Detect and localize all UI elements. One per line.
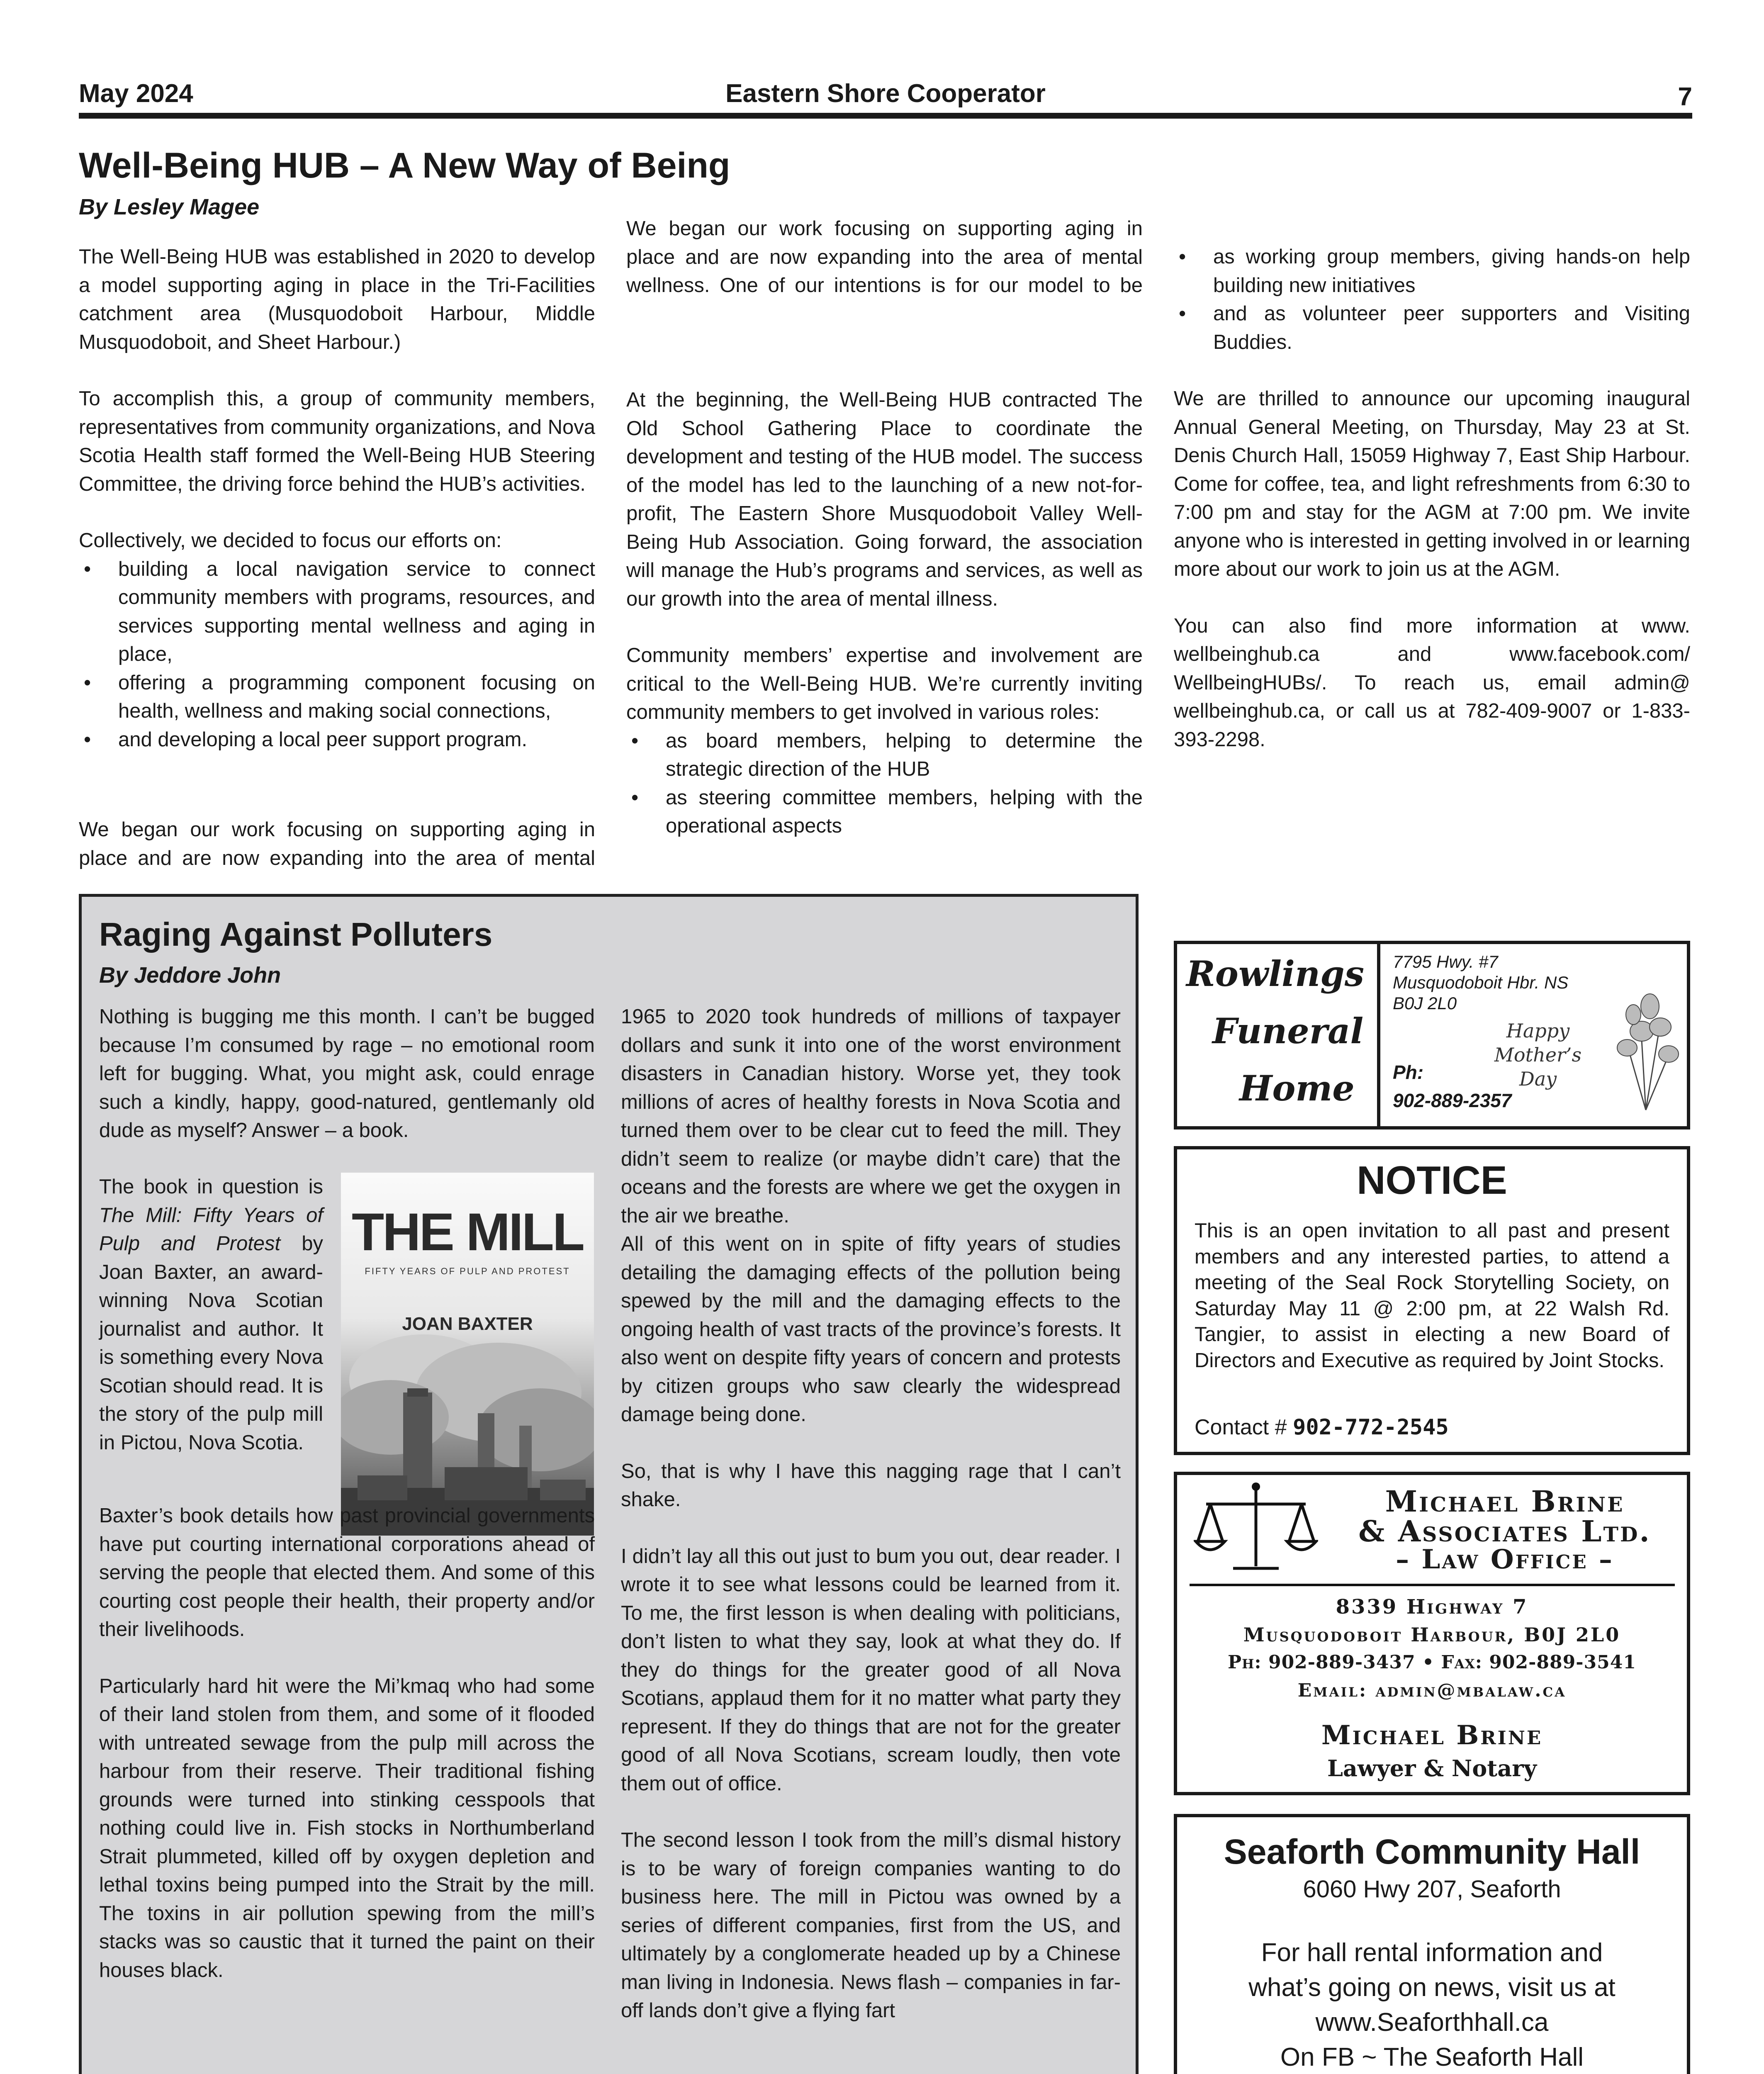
flower-bouquet-icon [1608, 981, 1683, 1114]
paragraph: All of this went on in spite of fifty years of studies detailing the damaging effects of the pollution being spewed by the mill and the damaging effects to the ongoing health of vast tracts of the province’s forests. It also went on despite fifty years of concern and protests by citizen groups who saw clearly the widespread damage being done. [621, 1233, 1121, 1426]
paragraph [621, 1003, 1121, 1230]
hall-facebook: On FB ~ The Seaforth Hall [1280, 2043, 1584, 2072]
funeral-home-address [1393, 952, 1568, 1014]
notice-title: NOTICE [1357, 1158, 1507, 1203]
law-firm-name: Michael Brine [1385, 1484, 1625, 1519]
address-line: Musquodoboit Hbr. NS [1393, 973, 1569, 992]
law-ad-divider [1190, 1584, 1675, 1586]
paragraph: Baxter’s book details how past provincial governments have put courting international corporations ahead of serving the people that elected them. And some of this courting cost people their health, their property and/or their livelihoods. [99, 1504, 595, 1641]
article-title: Raging Against Polluters [99, 916, 493, 953]
contact-phone: 902-772-2545 [1293, 1415, 1449, 1440]
article-title: Well-Being HUB – A New Way of Being [79, 146, 730, 185]
notice-contact [1195, 1415, 1449, 1440]
paragraph: To accomplish this, a group of community members, representatives from community organizations, and Nova Scotia Health staff formed the Well-Being HUB Steering Committee, the driving force behind the HUB’s activities. [79, 387, 595, 495]
paragraph: At the beginning, the Well-Being HUB contracted The Old School Gathering Place to coordinate the development and testing of the HUB model. The success of the model has led to the launching of a new not-for-profit, The Eastern Shore Musquodoboit Valley Well-Being Hub Association. Going forward, the association will manage the Hub’s programs and services, as well as our growth into the area of mental illness. [626, 389, 1143, 610]
paragraph: You can also find more information at www. wellbeinghub.ca and www.facebook.com/ WellbeingHUBs/. To reach us, email admin@ wellbeinghub.ca, or call us at 782-409-9007 or 1-833-393-2298. [1174, 614, 1690, 751]
funeral-home-name-line: Funeral [1212, 1010, 1364, 1052]
article2-column-1-lower [99, 1502, 595, 2013]
paragraph: Nothing is bugging me this month. I can’t be bugged because I’m consumed by rage – no emotional room left for bugging. What, you might ask, could enrage such a kindly, happy, good-natured, gentlemanly old dude as myself? Answer – a book. [99, 1005, 595, 1142]
mothers-day-greeting [1476, 1019, 1600, 1091]
list-item: • and developing a local peer support program. [79, 725, 595, 754]
list-item: • and as volunteer peer supporters and Visiting Buddies. [1174, 299, 1690, 356]
article1-column-1 [79, 243, 595, 782]
paragraph: We are thrilled to announce our upcoming inaugural Annual General Meeting, on Thursday, May 23 at St. Denis Church Hall, 15059 Highway 7, East Ship Harbour. Come for coffee, tea, and light refreshments from 6:30 to 7:00 pm and stay for the AGM at 7:00 pm. We invite anyone who is interested in getting involved in or learning more about our work to join us at the AGM. [1174, 387, 1690, 580]
hall-address: 6060 Hwy 207, Seaforth [1303, 1876, 1561, 1903]
paragraph: Community members’ expertise and involvement are critical to the Well-Being HUB. We’re currently inviting community members to get involved in various roles: [626, 644, 1143, 723]
article2-column-2 [621, 1003, 1121, 2025]
article1-column-3 [1174, 243, 1690, 754]
text: 1965 to 2020 took hundreds of millions of taxpayer dollars and sunk it into one of the worst environment disasters in Canadian history. Worse yet, they took millions of acres of healthy forests in Nova Scotia and turned them over to be clear cut to feed the mill. They didn’t seem to realize (or maybe didn’t care) that the oceans and the forests are where we get the oxygen in the air we breathe. [621, 1005, 1121, 1227]
paragraph-continuation: We began our work focusing on supporting aging in place and are now expanding into the area of mental wellness. One of our intentions is for our model to be [626, 217, 1143, 297]
hall-info [1177, 1935, 1687, 2074]
address-line: 7795 Hwy. #7 [1393, 952, 1498, 971]
hall-info-line: For hall rental information and [1261, 1938, 1603, 1967]
hall-info-line: what’s going on news, visit us at [1248, 1973, 1616, 2002]
roles-list-continued [1174, 243, 1690, 356]
seaforth-hall-ad [1174, 1814, 1690, 2074]
law-office-ad [1174, 1472, 1690, 1795]
hall-website: www.Seaforthhall.ca [1315, 2008, 1549, 2037]
list-item: • building a local navigation service to connect community members with programs, resources, and services supporting mental wellness and aging in place, [79, 555, 595, 669]
article2-column-1 [99, 1003, 595, 1173]
greeting-line: Mother’s Day [1494, 1044, 1582, 1090]
funeral-home-ad [1174, 941, 1690, 1130]
page-number: 7 [1678, 83, 1692, 111]
law-phone-fax: Ph: 902-889-3437 • Fax: 902-889-3541 [1228, 1652, 1636, 1673]
law-office-label: – Law Office – [1396, 1544, 1614, 1575]
address-line: B0J 2L0 [1393, 993, 1457, 1013]
list-item: • as steering committee members, helping with the operational aspects [626, 784, 1143, 840]
text: The book in question is [99, 1176, 323, 1198]
header-rule [79, 113, 1692, 119]
raging-against-polluters-box [79, 894, 1139, 2074]
publication-name: Eastern Shore Cooperator [725, 79, 1046, 108]
contact-label: Contact # [1195, 1415, 1293, 1439]
funeral-home-name-line: Rowlings [1186, 953, 1365, 994]
funeral-home-phone: 902-889-2357 [1393, 1090, 1512, 1111]
paragraph: The second lesson I took from the mill’s dismal history is to be wary of foreign companies wanting to do business here. The mill in Pictou was owned by a series of different companies, first from the US, and ultimately by a conglomerate headed up by a Chinese man living in Indonesia. News flash – companies in far-off lands don’t give a flying fart [621, 1829, 1121, 2022]
paragraph: So, that is why I have this nagging rage that I can’t shake. [621, 1460, 1121, 1511]
article1-column-1-bottom [79, 815, 595, 874]
hall-title: Seaforth Community Hall [1224, 1832, 1640, 1871]
lawyer-title: Lawyer & Notary [1327, 1755, 1537, 1782]
article2-book-paragraph [99, 1173, 323, 1457]
lawyer-name: Michael Brine [1321, 1720, 1543, 1751]
book-cover-title: THE MILL [351, 1203, 584, 1262]
article1-column-2-body [626, 386, 1143, 869]
notice-body: This is an open invitation to all past and present members and any interested parties, to attend a meeting of the Seal Rock Storytelling Society, on Saturday May 11 @ 2:00 pm, at 22 Walsh Rd. Tangier, to assist in electing a new Board of Directors and Executive as required by Joint Stocks. [1195, 1220, 1669, 1372]
list-item: • as board members, helping to determine the strategic direction of the HUB [626, 727, 1143, 784]
law-address-line: Musquodoboit Harbour, B0J 2L0 [1243, 1624, 1621, 1646]
article1-column-2 [626, 214, 1143, 302]
law-email: Email: admin@mbalaw.ca [1297, 1680, 1567, 1701]
article-byline: By Jeddore John [99, 963, 281, 988]
law-address-line: 8339 Highway 7 [1336, 1595, 1528, 1619]
greeting-line: Happy [1506, 1020, 1570, 1042]
paragraph: We began our work focusing on supporting aging in place and are now expanding into the area of mental [79, 818, 595, 869]
scales-of-justice-icon [1194, 1479, 1318, 1579]
focus-list [79, 555, 595, 754]
phone-label: Ph: [1393, 1061, 1424, 1083]
text: by Joan Baxter, an award-winning Nova Scotian journalist and author. It is something every Nova Scotian should read. It is the story of the pulp mill in Pictou, Nova Scotia. [99, 1232, 323, 1454]
paragraph: I didn’t lay all this out just to bum you out, dear reader. I wrote it to see what lessons could be learned from it. To me, the first lesson is when dealing with politicians, don’t listen to what they say, look at what they do. If they do things for the greater good of all Nova Scotians, applaud them for it no matter what party they represent. If they do things that are not for the greater good of all Nova Scotians, scream loudly, then vote them out of office. [621, 1545, 1121, 1795]
funeral-home-name-panel [1177, 944, 1380, 1126]
funeral-home-name-line: Home [1239, 1068, 1355, 1109]
paragraph: The Well-Being HUB was established in 2020 to develop a model supporting aging in place in the Tri-Facilities catchment area (Musquodoboit Harbour, Middle Musquodoboit, and Sheet Harbour.) [79, 246, 595, 353]
paragraph: Collectively, we decided to focus our efforts on: [79, 529, 502, 552]
list-item: • offering a programming component focusing on health, wellness and making social connections, [79, 669, 595, 725]
book-cover-author: JOAN BAXTER [402, 1314, 533, 1334]
notice-box [1174, 1146, 1690, 1455]
paragraph: Particularly hard hit were the Mi’kmaq who had some of their land stolen from them, and some of it flooded with untreated sewage from the pulp mill across the harbour from their reserve. Their traditional fishing grounds were turned into stinking cesspools that nothing could live in. Fish stocks in Northumberland Strait plummeted, killed off by oxygen depletion and lethal toxins being pumped into the Strait by the mill. The toxins in air pollution spewing from the mill’s stacks was so caustic that it turned the paint on their houses black. [99, 1675, 595, 1981]
list-item: • as working group members, giving hands-on help building new initiatives [1174, 243, 1690, 299]
book-cover-subtitle: FIFTY YEARS OF PULP AND PROTEST [365, 1266, 570, 1276]
article-byline: By Lesley Magee [79, 195, 260, 219]
paragraph [99, 1173, 323, 1457]
book-cover-image [341, 1173, 594, 1536]
roles-list [626, 727, 1143, 840]
issue-date: May 2024 [79, 79, 193, 108]
book-title: The Mill: Fifty Years of Pulp and Protest [99, 1204, 323, 1255]
law-firm-name: & Associates Ltd. [1358, 1514, 1651, 1548]
